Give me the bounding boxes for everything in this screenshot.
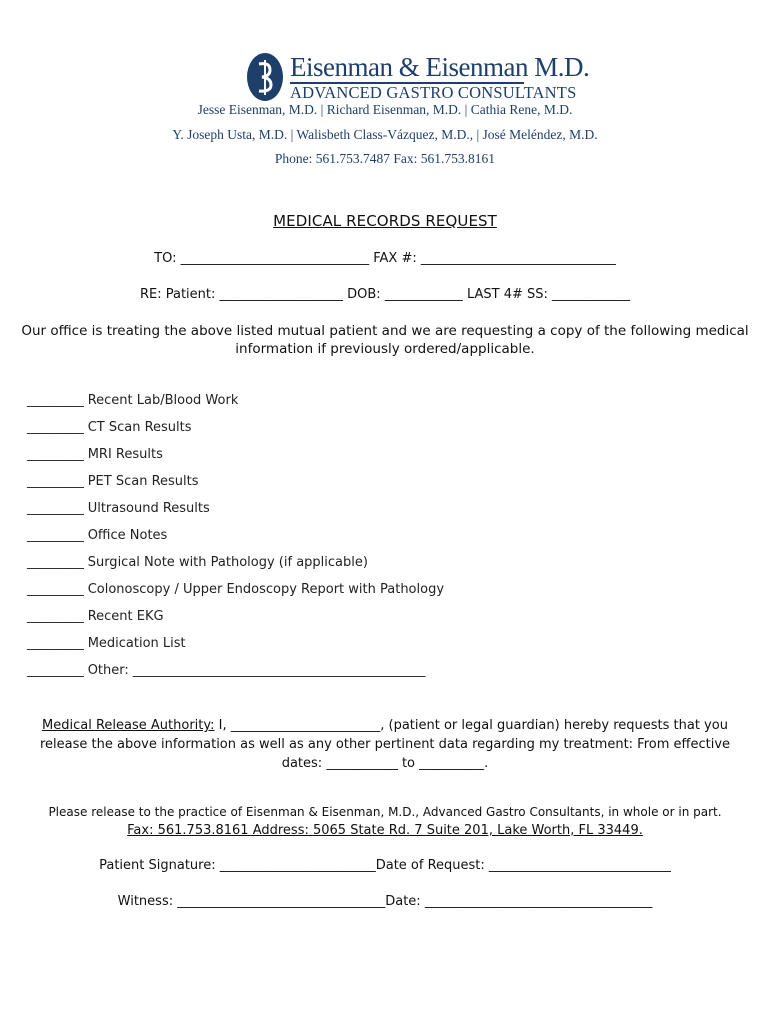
intro-paragraph: Our office is treating the above listed mutual patient and we are requesting a copy of the following medical information if previously ordered/applicable.: [21, 323, 749, 357]
checklist-item[interactable]: _________ Ultrasound Results: [27, 501, 210, 516]
doctors-line-1: Jesse Eisenman, M.D. | Richard Eisenman, M.D. | Cathia Rene, M.D.: [197, 102, 573, 117]
patient-signature-line[interactable]: Patient Signature: ________________________Date of Request: ____________________________: [99, 858, 671, 873]
practice-release-line: Please release to the practice of Eisenman & Eisenman, M.D., Advanced Gastro Consultants, in whole or in part.: [48, 805, 722, 819]
checklist-item[interactable]: _________ Surgical Note with Pathology (if applicable): [27, 555, 368, 570]
checklist-item-label: Recent Lab/Blood Work: [87, 393, 239, 408]
records-checklist: [27, 393, 727, 690]
checklist-item-label: Surgical Note with Pathology (if applicable): [87, 555, 368, 570]
brand-name: Eisenman & Eisenman M.D.: [290, 52, 590, 82]
checklist-item-label: Recent EKG: [87, 609, 164, 624]
checklist-item-label: PET Scan Results: [87, 474, 199, 489]
checklist-item[interactable]: _________ CT Scan Results: [27, 420, 192, 435]
checklist-item[interactable]: _________ Colonoscopy / Upper Endoscopy Report with Pathology: [27, 582, 445, 597]
checklist-item-label: CT Scan Results: [87, 420, 192, 435]
checklist-item-label: Medication List: [87, 636, 186, 651]
brand-subtitle: ADVANCED GASTRO CONSULTANTS: [290, 83, 577, 102]
release-text[interactable]: I, _______________________, (patient or legal guardian) hereby requests that you release the above information as well as any other pertinent data regarding my treatment: From effective dates: ___________ to __________.: [39, 718, 731, 771]
checklist-item[interactable]: _________ MRI Results: [27, 447, 163, 462]
to-fax-field-line[interactable]: TO: _____________________________ FAX #: ______________________________: [154, 251, 616, 266]
checklist-item[interactable]: _________ Office Notes: [27, 528, 168, 543]
release-authority-paragraph: [28, 716, 742, 773]
practice-address-line: Fax: 561.753.8161 Address: 5065 State Rd. 7 Suite 201, Lake Worth, FL 33449.: [127, 823, 643, 838]
checklist-item-label: Colonoscopy / Upper Endoscopy Report with Pathology: [87, 582, 445, 597]
logo-emblem-icon: [246, 52, 284, 102]
checklist-item[interactable]: _________ Recent Lab/Blood Work: [27, 393, 239, 408]
patient-info-field-line[interactable]: RE: Patient: ___________________ DOB: ____________ LAST 4# SS: ____________: [139, 287, 631, 302]
checklist-item-other[interactable]: _________ Other: _____________________________________________: [27, 663, 426, 678]
form-title: MEDICAL RECORDS REQUEST: [273, 212, 497, 230]
checklist-item[interactable]: _________ PET Scan Results: [27, 474, 199, 489]
checklist-item[interactable]: _________ Recent EKG: [27, 609, 164, 624]
doctors-line-2: Y. Joseph Usta, M.D. | Walisbeth Class-Vázquez, M.D., | José Meléndez, M.D.: [172, 127, 598, 142]
checklist-item-label: MRI Results: [87, 447, 163, 462]
checklist-item-label: Office Notes: [87, 528, 168, 543]
practice-logo: [246, 52, 590, 104]
witness-signature-line[interactable]: Witness: ________________________________Date: ___________________________________: [117, 894, 653, 909]
phone-line: Phone: 561.753.7487 Fax: 561.753.8161: [274, 151, 496, 166]
checklist-item-label: Other: _____________________________________________: [87, 663, 426, 678]
checklist-item[interactable]: _________ Medication List: [27, 636, 186, 651]
release-heading: Medical Release Authority:: [42, 718, 215, 733]
checklist-item-label: Ultrasound Results: [87, 501, 210, 516]
